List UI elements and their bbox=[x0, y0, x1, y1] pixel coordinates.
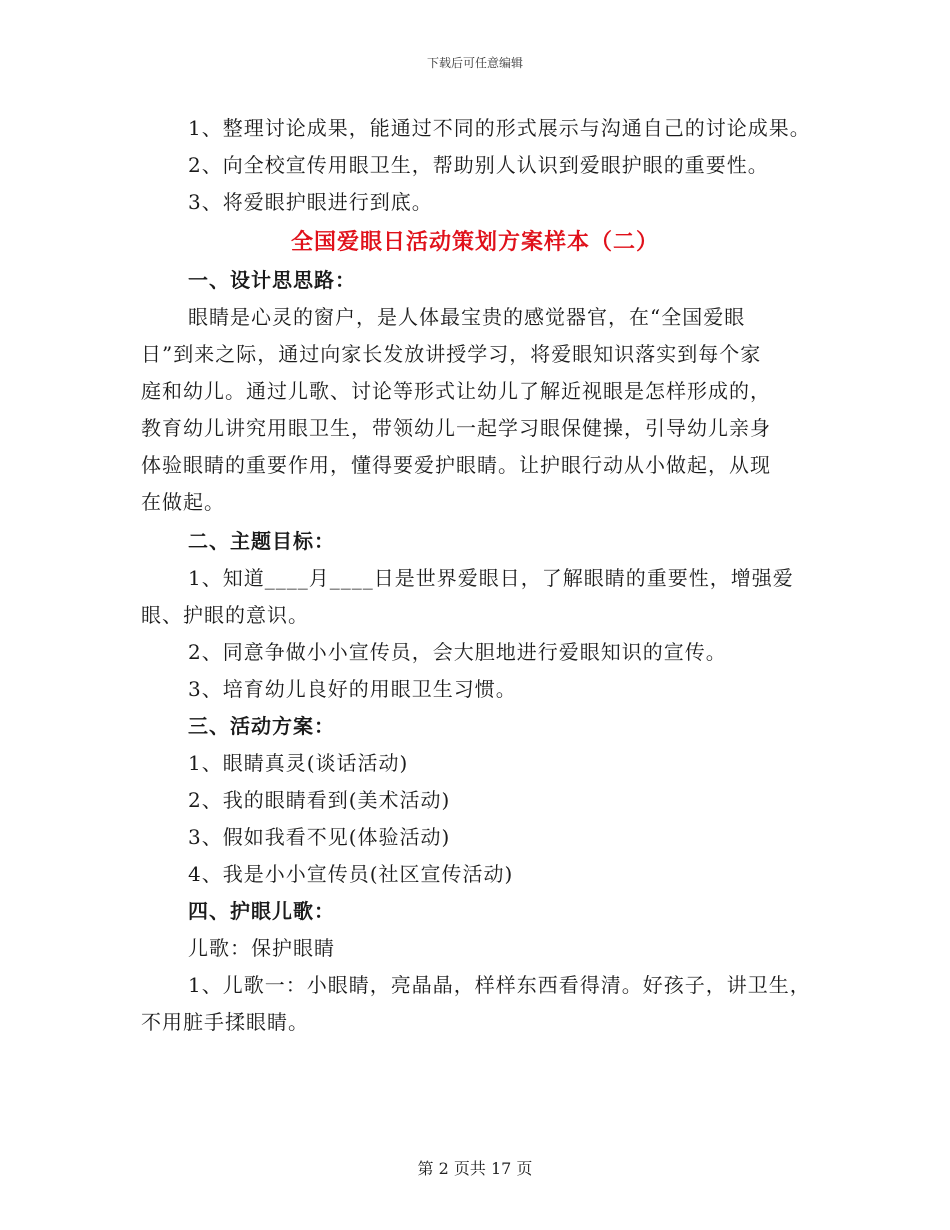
goal-line-1: 1、整理讨论成果，能通过不同的形式展示与沟通自己的讨论成果。 bbox=[188, 116, 811, 140]
paragraph-line: 2、同意争做小小宣传员，会大胆地进行爱眼知识的宣传。 bbox=[188, 640, 727, 664]
paragraph-line: 日”到来之际，通过向家长发放讲授学习，将爱眼知识落实到每个家 bbox=[141, 342, 762, 366]
paragraph-line: 眼睛是心灵的窗户，是人体最宝贵的感觉器官，在“全国爱眼 bbox=[188, 305, 746, 329]
section-heading-4: 四、护眼儿歌： bbox=[188, 899, 335, 923]
list-item: 3、假如我看不见(体验活动) bbox=[188, 825, 451, 849]
paragraph-line: 体验眼睛的重要作用，懂得要爱护眼睛。让护眼行动从小做起，从现 bbox=[141, 453, 771, 477]
paragraph-line: 1、知道____月____日是世界爱眼日，了解眼睛的重要性，增强爱 bbox=[188, 566, 794, 590]
paragraph-line: 儿歌：保护眼睛 bbox=[188, 936, 335, 960]
goal-line-2: 2、向全校宣传用眼卫生，帮助别人认识到爱眼护眼的重要性。 bbox=[188, 153, 769, 177]
paragraph-line: 1、儿歌一：小眼睛，亮晶晶，样样东西看得清。好孩子，讲卫生， bbox=[188, 973, 811, 997]
list-item: 4、我是小小宣传员(社区宣传活动) bbox=[188, 862, 514, 886]
paragraph-line: 教育幼儿讲究用眼卫生，带领幼儿一起学习眼保健操，引导幼儿亲身 bbox=[141, 416, 771, 440]
paragraph-line: 眼、护眼的意识。 bbox=[141, 603, 309, 627]
paragraph-line: 不用脏手揉眼睛。 bbox=[141, 1010, 309, 1034]
list-item: 2、我的眼睛看到(美术活动) bbox=[188, 788, 451, 812]
section-heading-1: 一、设计思思路： bbox=[188, 268, 356, 292]
paragraph-line: 3、培育幼儿良好的用眼卫生习惯。 bbox=[188, 677, 517, 701]
page-header: 下载后可任意编辑 bbox=[426, 56, 523, 70]
section-heading-2: 二、主题目标： bbox=[188, 529, 335, 553]
list-item: 1、眼睛真灵(谈话活动) bbox=[188, 751, 409, 775]
goal-line-3: 3、将爱眼护眼进行到底。 bbox=[188, 190, 433, 214]
page-footer: 第 2 页共 17 页 bbox=[417, 1159, 533, 1178]
paragraph-line: 在做起。 bbox=[141, 490, 225, 514]
document-title: 全国爱眼日活动策划方案样本（二） bbox=[290, 229, 659, 255]
section-heading-3: 三、活动方案： bbox=[188, 714, 335, 738]
paragraph-line: 庭和幼儿。通过儿歌、讨论等形式让幼儿了解近视眼是怎样形成的， bbox=[141, 379, 771, 403]
